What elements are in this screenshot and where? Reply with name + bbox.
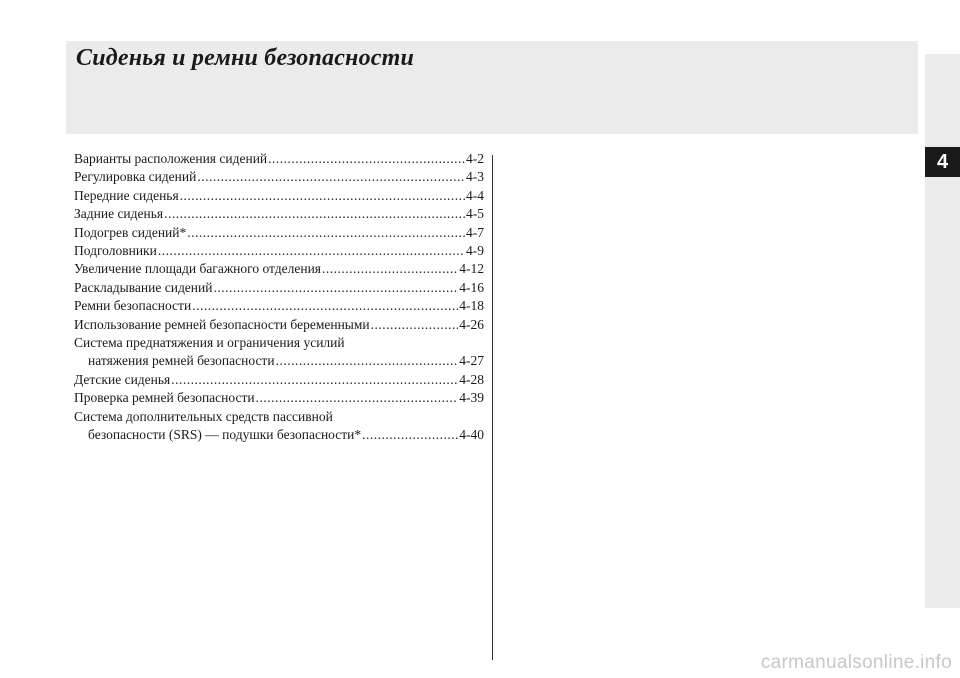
- toc-item-title: Передние сиденья: [74, 187, 179, 203]
- toc-item-title: Задние сиденья: [74, 206, 164, 222]
- dot-leader: [192, 297, 458, 315]
- toc-item-page: 4-18: [459, 298, 484, 314]
- column-divider: [492, 155, 493, 660]
- dot-leader: [197, 168, 465, 186]
- toc-item-seat-belts[interactable]: [74, 297, 484, 315]
- toc-item-title: Регулировка сидений: [74, 169, 197, 185]
- toc-item-pretensioner[interactable]: [74, 334, 484, 371]
- dot-leader: [322, 260, 458, 278]
- toc-item-front-seats[interactable]: [74, 187, 484, 205]
- toc-item-head-restraints[interactable]: [74, 242, 484, 260]
- toc-item-title: Детские сиденья: [74, 371, 171, 387]
- dot-leader: [187, 224, 465, 242]
- toc-item-title: Подголовники: [74, 243, 157, 259]
- toc-item-title: Раскладывание сидений: [74, 279, 213, 295]
- toc-item-page: 4-39: [459, 390, 484, 406]
- toc-item-page: 4-7: [466, 224, 484, 240]
- dot-leader: [158, 242, 465, 260]
- toc-item-seat-unfolding[interactable]: [74, 279, 484, 297]
- table-of-contents: [74, 150, 484, 445]
- toc-item-title-continued: безопасности (SRS) — подушки безопасности*: [88, 427, 362, 443]
- dot-leader: [171, 371, 458, 389]
- chapter-number-badge[interactable]: 4: [925, 147, 960, 177]
- toc-item-title: Подогрев сидений*: [74, 224, 187, 240]
- watermark: carmanualsonline.info: [760, 652, 952, 673]
- toc-item-page: 4-5: [466, 206, 484, 222]
- chapter-side-tab: [925, 54, 960, 608]
- toc-item-seat-heating[interactable]: [74, 224, 484, 242]
- toc-item-title: Система преднатяжения и ограничения усилий: [74, 335, 345, 351]
- toc-item-page: 4-4: [466, 187, 484, 203]
- toc-item-pregnant-belts[interactable]: [74, 316, 484, 334]
- toc-item-rear-seats[interactable]: [74, 205, 484, 223]
- toc-item-page: 4-28: [459, 371, 484, 387]
- dot-leader: [276, 352, 459, 370]
- toc-item-belt-inspection[interactable]: [74, 389, 484, 407]
- toc-item-title-continued: натяжения ремней безопасности: [88, 353, 275, 369]
- dot-leader: [371, 316, 459, 334]
- toc-item-luggage-space[interactable]: [74, 260, 484, 278]
- toc-item-page: 4-16: [459, 279, 484, 295]
- toc-item-page: 4-3: [466, 169, 484, 185]
- dot-leader: [268, 150, 465, 168]
- toc-item-page: 4-12: [459, 261, 484, 277]
- toc-item-title: Проверка ремней безопасности: [74, 390, 255, 406]
- toc-item-title: Ремни безопасности: [74, 298, 192, 314]
- toc-item-page: 4-40: [459, 427, 484, 443]
- toc-item-srs-airbags[interactable]: [74, 408, 484, 445]
- toc-item-page: 4-27: [459, 353, 484, 369]
- dot-leader: [256, 389, 459, 407]
- toc-item-title: Использование ремней безопасности беременными: [74, 316, 370, 332]
- toc-item-seat-layout[interactable]: [74, 150, 484, 168]
- toc-item-page: 4-26: [459, 316, 484, 332]
- toc-item-seat-adjustment[interactable]: [74, 168, 484, 186]
- dot-leader: [213, 279, 458, 297]
- chapter-header: [66, 41, 918, 134]
- toc-item-title: Система дополнительных средств пассивной: [74, 408, 333, 424]
- toc-item-title: Увеличение площади багажного отделения: [74, 261, 322, 277]
- toc-item-page: 4-9: [466, 243, 484, 259]
- toc-item-page: 4-2: [466, 151, 484, 166]
- toc-item-title: Варианты расположения сидений: [74, 151, 268, 166]
- chapter-title: Сиденья и ремни безопасности: [76, 45, 415, 71]
- dot-leader: [180, 187, 465, 205]
- dot-leader: [362, 426, 458, 444]
- dot-leader: [164, 205, 465, 223]
- toc-item-child-seats[interactable]: [74, 371, 484, 389]
